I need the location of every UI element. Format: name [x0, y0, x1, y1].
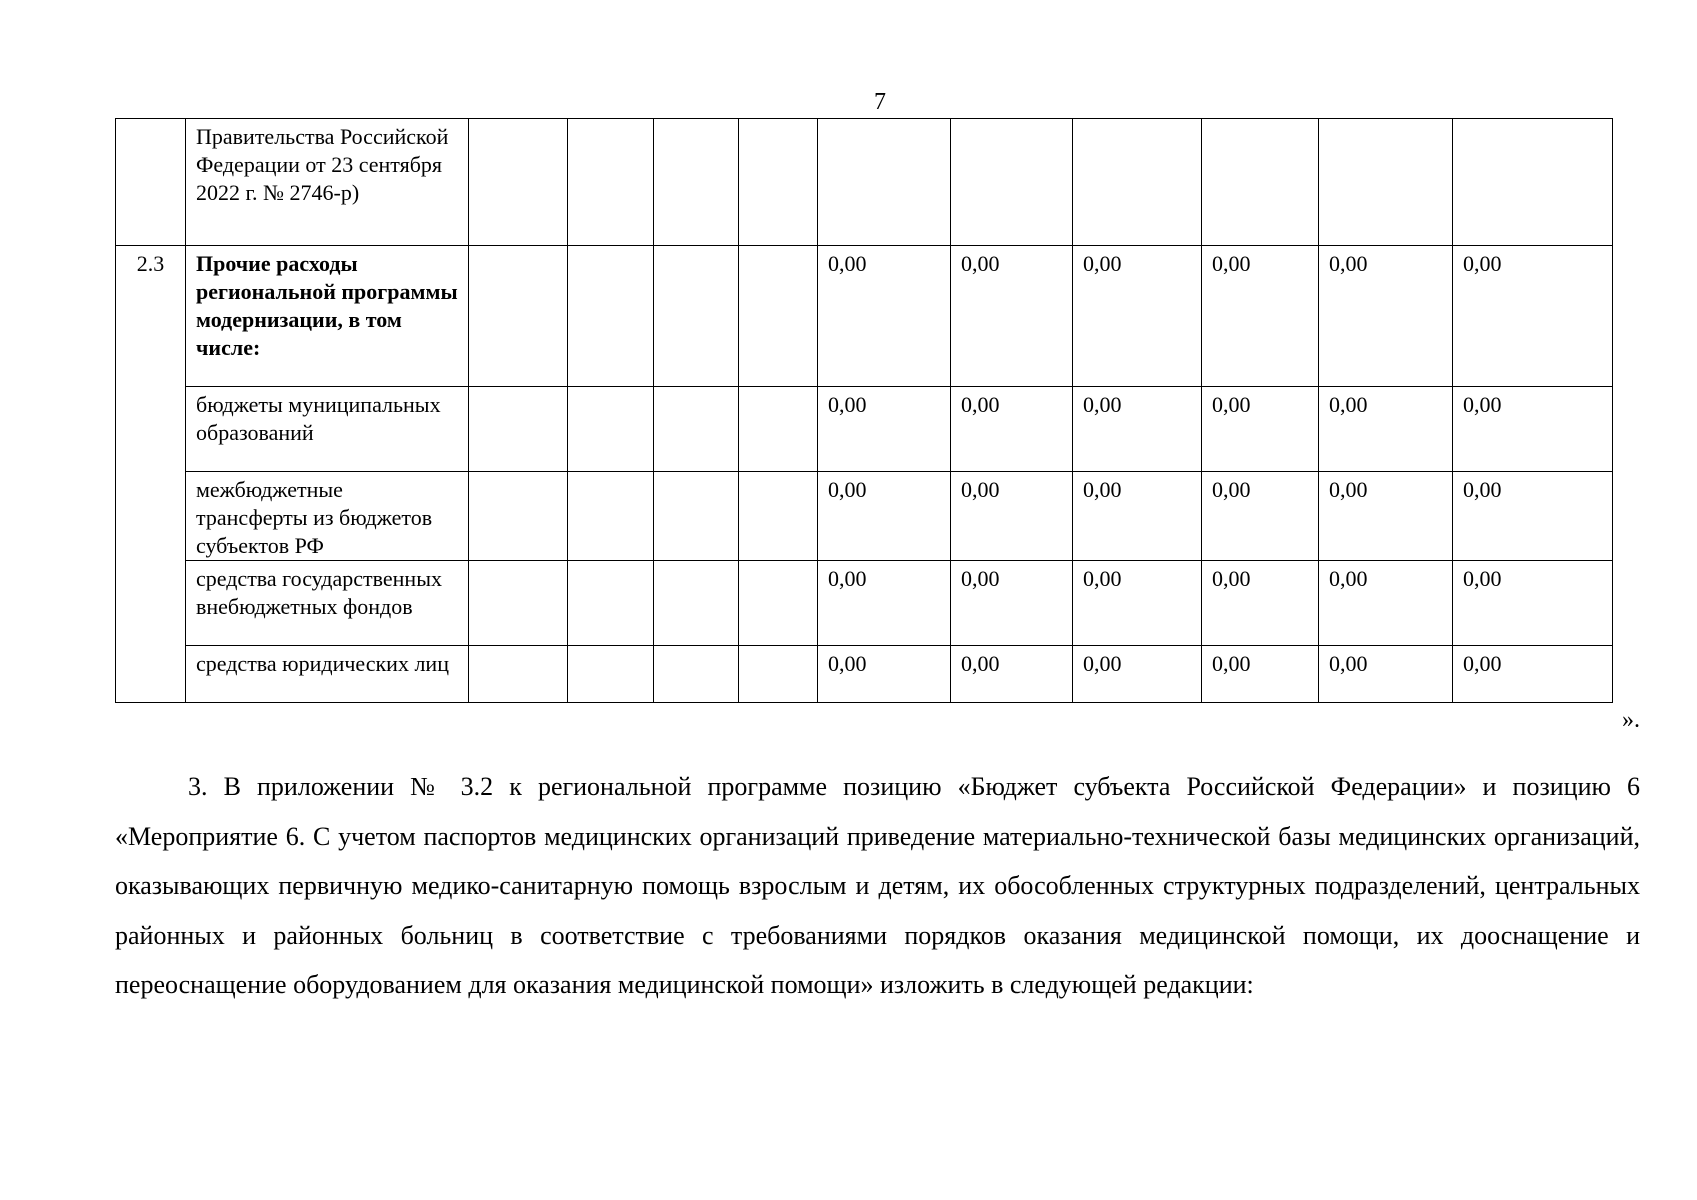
value-cell: 0,00 — [1202, 246, 1319, 387]
table-row — [116, 561, 1613, 646]
value-cell: 0,00 — [951, 646, 1073, 703]
funding-table — [115, 118, 1613, 703]
value-cell: 0,00 — [1453, 646, 1613, 703]
value-cell: 0,00 — [1453, 246, 1613, 387]
value-cell: 0,00 — [1319, 472, 1453, 561]
value-cell: 0,00 — [1073, 561, 1202, 646]
value-cell: 0,00 — [818, 387, 951, 472]
row-name-cell: бюджеты муниципальных образований — [186, 387, 469, 472]
value-cell: 0,00 — [1073, 472, 1202, 561]
value-cell: 0,00 — [1073, 246, 1202, 387]
value-cell: 0,00 — [1453, 387, 1613, 472]
value-cell: 0,00 — [951, 387, 1073, 472]
value-cell: 0,00 — [1202, 472, 1319, 561]
value-cell: 0,00 — [1202, 561, 1319, 646]
table-row — [116, 472, 1613, 561]
row-name-cell: средства государственных внебюджетных фондов — [186, 561, 469, 646]
table-row — [116, 646, 1613, 703]
value-cell: 0,00 — [1073, 387, 1202, 472]
value-cell: 0,00 — [1319, 561, 1453, 646]
value-cell: 0,00 — [1202, 387, 1319, 472]
row-name-cell: межбюджетные трансферты из бюджетов субъектов РФ — [186, 472, 469, 561]
table-row-continued — [116, 119, 1613, 246]
row-name-cell: средства юридических лиц — [186, 646, 469, 703]
table-row — [116, 387, 1613, 472]
value-cell: 0,00 — [951, 561, 1073, 646]
closing-quote: ». — [1622, 707, 1640, 733]
row-name-cell: Прочие расходы региональной программы модернизации, в том числе: — [186, 246, 469, 387]
body-paragraph: 3. В приложении № 3.2 к региональной программе позицию «Бюджет субъекта Российской Федерации» и позицию 6 «Мероприятие 6. С учетом паспортов медицинских организаций приведение материально-технической базы медицинских организаций, оказывающих первичную медико-санитарную помощь взрослым и детям, их обособленных структурных подразделений, центральных районных и районных больниц в соответствие с требованиями порядков оказания медицинской помощи, их дооснащение и переоснащение оборудованием для оказания медицинской помощи» изложить в следующей редакции: — [115, 772, 1640, 1000]
value-cell: 0,00 — [818, 246, 951, 387]
value-cell: 0,00 — [1453, 472, 1613, 561]
table-row — [116, 246, 1613, 387]
value-cell: 0,00 — [1073, 646, 1202, 703]
value-cell: 0,00 — [818, 646, 951, 703]
value-cell: 0,00 — [1453, 561, 1613, 646]
value-cell: 0,00 — [951, 472, 1073, 561]
value-cell: 0,00 — [1319, 387, 1453, 472]
value-cell: 0,00 — [1202, 646, 1319, 703]
row-name-cell: Правительства Российской Федерации от 23 сентября 2022 г. № 2746-р) — [186, 119, 469, 246]
value-cell: 0,00 — [818, 472, 951, 561]
value-cell: 0,00 — [1319, 646, 1453, 703]
row-number-cell — [116, 119, 186, 246]
value-cell: 0,00 — [951, 246, 1073, 387]
value-cell: 0,00 — [818, 561, 951, 646]
value-cell: 0,00 — [1319, 246, 1453, 387]
section-number: 2.3 — [116, 246, 186, 703]
page-number: 7 — [874, 89, 886, 115]
